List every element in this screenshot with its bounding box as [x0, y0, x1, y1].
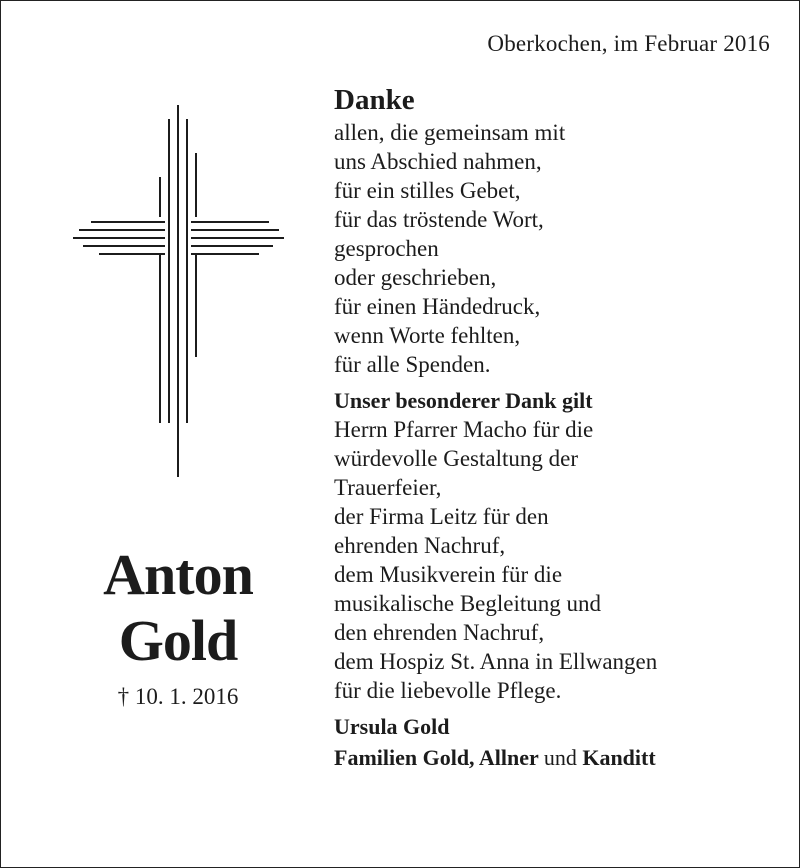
thanks-line: für ein stilles Gebet, — [334, 178, 521, 203]
thanks-heading: Danke — [334, 84, 415, 116]
special-thanks-lines — [334, 415, 784, 705]
special-thanks-line: den ehrenden Nachruf, — [334, 620, 545, 645]
place-and-date: Oberkochen, im Februar 2016 — [487, 31, 770, 56]
deceased-last-name: Gold — [118, 608, 238, 673]
thanks-line: für alle Spenden. — [334, 352, 491, 377]
death-date: † 10. 1. 2016 — [117, 684, 239, 709]
thanks-line: für einen Händedruck, — [334, 294, 541, 319]
families-last: Kanditt — [582, 745, 656, 770]
special-thanks-line: dem Hospiz St. Anna in Ellwangen — [334, 649, 658, 674]
thanks-line: oder geschrieben, — [334, 265, 497, 290]
thanks-column — [334, 84, 784, 773]
thanks-line: uns Abschied nahmen, — [334, 149, 542, 174]
thanks-line: wenn Worte fehlten, — [334, 323, 521, 348]
special-thanks-line: der Firma Leitz für den — [334, 504, 549, 529]
special-thanks-heading: Unser besonderer Dank gilt — [334, 388, 593, 413]
signature-block — [334, 711, 784, 773]
families-prefix: Familien Gold, Allner — [334, 745, 539, 770]
deceased-first-name: Anton — [103, 542, 253, 607]
families-conjunction: und — [543, 745, 577, 770]
special-thanks-line: ehrenden Nachruf, — [334, 533, 506, 558]
signature-name: Ursula Gold — [334, 714, 450, 739]
special-thanks-line: dem Musikverein für die — [334, 562, 563, 587]
special-thanks-line: Trauerfeier, — [334, 475, 442, 500]
thanks-line: gesprochen — [334, 236, 439, 261]
cross-icon — [73, 105, 285, 477]
thanks-lines — [334, 118, 784, 379]
special-thanks-line: Herrn Pfarrer Macho für die — [334, 417, 594, 442]
special-thanks-line: musikalische Begleitung und — [334, 591, 602, 616]
thanks-line: allen, die gemeinsam mit — [334, 120, 566, 145]
special-thanks-line: würdevolle Gestaltung der — [334, 446, 578, 471]
thanks-line: für das tröstende Wort, — [334, 207, 544, 232]
special-thanks-line: für die liebevolle Pflege. — [334, 678, 562, 703]
signature-families — [334, 742, 784, 773]
